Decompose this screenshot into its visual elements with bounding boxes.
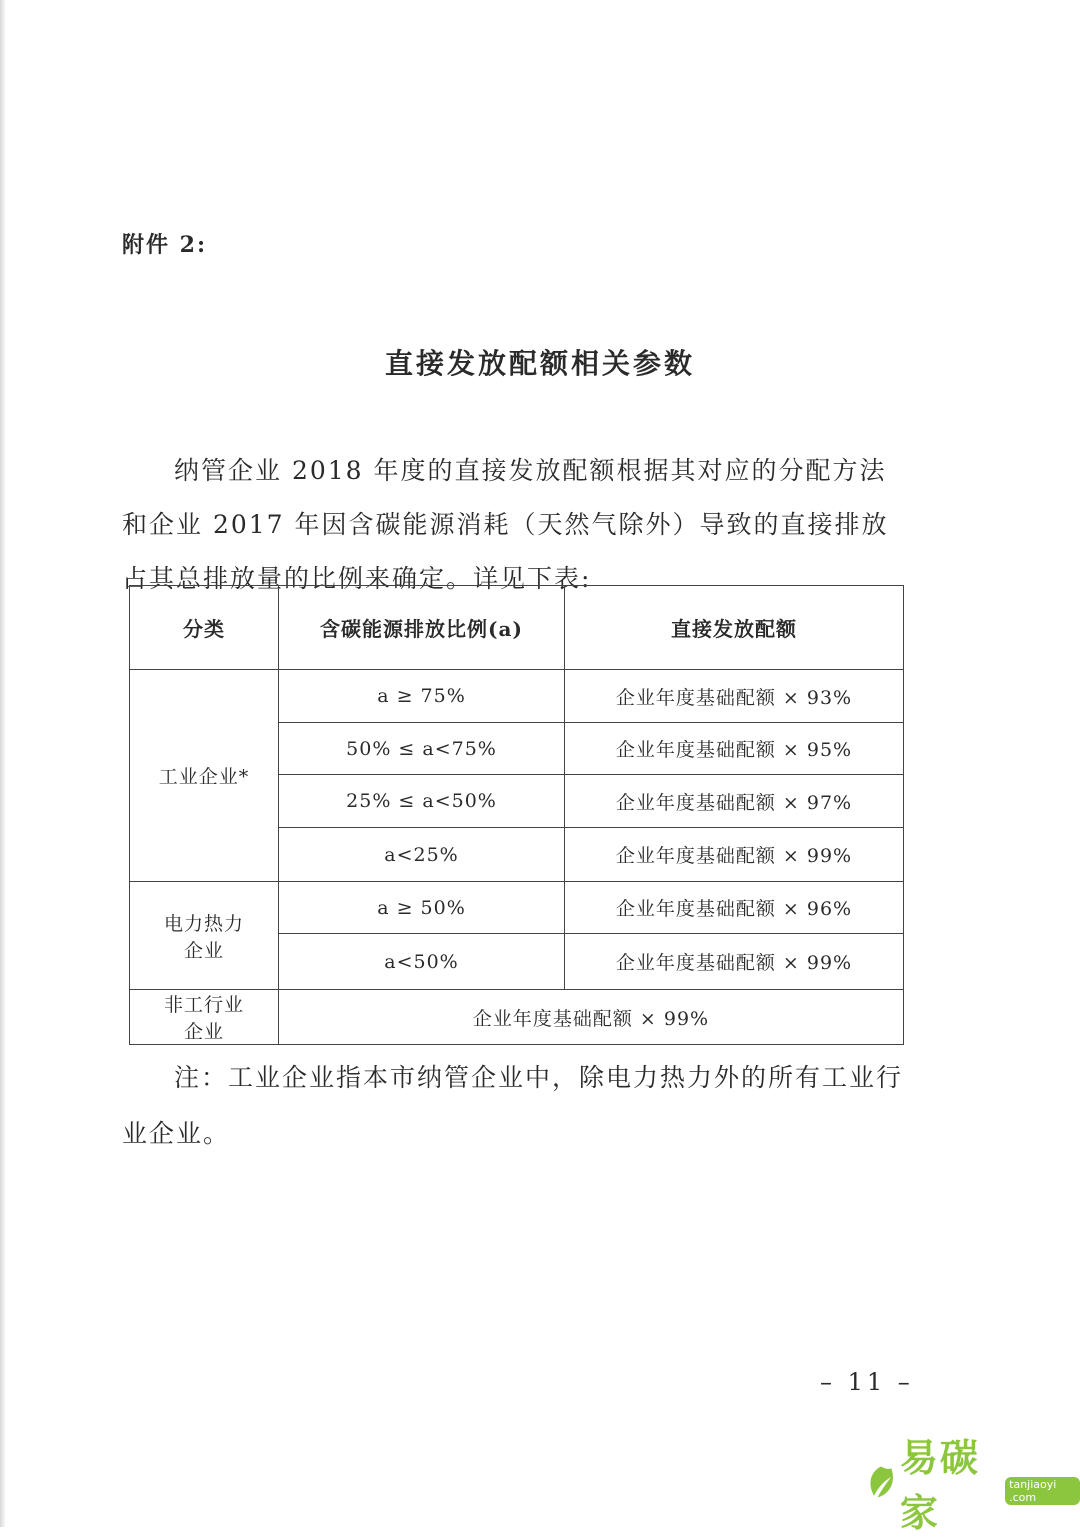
- category-power-line1: 电力热力: [163, 912, 244, 935]
- footnote: 注：工业企业指本市纳管企业中，除电力热力外的所有工业行业企业。: [122, 1063, 904, 1148]
- table-row: [130, 882, 904, 934]
- document-title: 直接发放配额相关参数: [384, 347, 695, 380]
- ratio-cell: 50% ≤ a<75%: [279, 723, 565, 775]
- watermark: [862, 1436, 1080, 1535]
- table-header-row: [130, 586, 904, 670]
- quota-cell: 企业年度基础配额 × 95%: [565, 723, 904, 775]
- ratio-cell: a<50%: [279, 934, 565, 990]
- ratio-cell: 25% ≤ a<50%: [279, 775, 565, 828]
- category-power-line2: 企业: [183, 939, 224, 962]
- header-ratio: 含碳能源排放比例(a): [279, 586, 565, 670]
- watermark-text: 易碳家: [899, 1436, 980, 1535]
- category-power: [130, 882, 279, 990]
- quota-cell-merged: 企业年度基础配额 × 99%: [279, 990, 904, 1045]
- watermark-url: tanjiaoyi .com: [1005, 1477, 1080, 1505]
- intro-paragraph: 纳管企业 2018 年度的直接发放配额根据其对应的分配方法和企业 2017 年因含碳能源消耗（天然气除外）导致的直接排放占其总排放量的比例来确定。详见下表:: [122, 456, 889, 593]
- attachment-label: 附件 2:: [122, 232, 208, 258]
- page-number: – 11 –: [820, 1368, 914, 1396]
- page-edge-shadow: [0, 0, 6, 1527]
- ratio-cell: a<25%: [279, 828, 565, 882]
- category-non-industrial: [130, 990, 279, 1045]
- category-non-industrial-line1: 非工行业: [163, 994, 244, 1016]
- header-quota: 直接发放配额: [565, 586, 904, 670]
- quota-cell: 企业年度基础配额 × 97%: [565, 775, 904, 828]
- quota-cell: 企业年度基础配额 × 99%: [565, 934, 904, 990]
- ratio-cell: a ≥ 50%: [279, 882, 565, 934]
- ratio-cell: a ≥ 75%: [279, 670, 565, 723]
- leaf-logo-icon: [862, 1460, 900, 1504]
- quota-cell: 企业年度基础配额 × 99%: [565, 828, 904, 882]
- allocation-table: [129, 585, 904, 1045]
- quota-cell: 企业年度基础配额 × 93%: [565, 670, 904, 723]
- category-non-industrial-line2: 企业: [183, 1021, 224, 1043]
- table-row: [130, 670, 904, 723]
- category-industrial: 工业企业*: [130, 670, 279, 882]
- table-row: [130, 990, 904, 1045]
- header-category: 分类: [130, 586, 279, 670]
- quota-cell: 企业年度基础配额 × 96%: [565, 882, 904, 934]
